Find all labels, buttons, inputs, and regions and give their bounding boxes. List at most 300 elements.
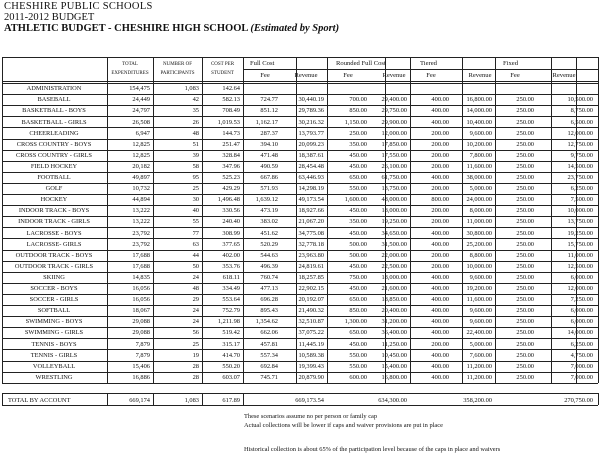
revenue-4: 6,250.00 [570,185,593,193]
revenue-3: 5,000.00 [469,340,492,348]
total-revenue-fixed: 270,750.00 [564,397,593,404]
fee-4: 250.00 [516,362,534,370]
revenue-3: 10,400.00 [466,118,492,126]
fee-4: 250.00 [516,251,534,259]
cost-per-student: 142.64 [222,85,240,93]
col-header-number: NUMBER OF [162,62,193,67]
revenue-1: 21,490.32 [298,307,324,315]
revenue-2: 61,750.00 [381,174,407,181]
fee-2: 650.00 [349,296,367,304]
fee-3: 400.00 [431,351,449,359]
sport-name: BASKETBALL - GIRLS [21,118,87,126]
participants: 77 [192,229,199,237]
fee-4: 250.00 [516,185,534,193]
fee-3: 200.00 [431,218,449,226]
fee-2: 1,600.00 [344,196,367,204]
total-expenditures: 17,688 [132,251,150,259]
participants: 35 [192,107,199,115]
total-expenditures: 13,222 [132,218,150,226]
cost-per-student: 402.00 [222,251,240,259]
total-revenue-full: 669,173.54 [295,397,324,404]
participants: 63 [192,240,199,248]
fee-1: 477.13 [260,285,278,292]
group-rounded-full-cost: Rounded Full Cost [336,60,386,67]
revenue-2: 18,000.00 [381,207,407,215]
footnote-1: These scenarios assume no per person or family cap [244,413,378,420]
fee-2: 550.00 [349,362,367,370]
fee-3: 800.00 [431,196,449,204]
total-col-line-3 [243,393,244,405]
fee-1: 471.48 [260,151,278,159]
fee-3: 400.00 [431,296,449,304]
fee-4: 250.00 [516,118,534,126]
revenue-3: 19,200.00 [466,285,492,292]
fee-3: 200.00 [431,162,449,170]
participants: 95 [192,174,199,181]
cost-per-student: 240.40 [222,218,240,226]
revenue-3: 8,000.00 [469,207,492,215]
revenue-1: 20,879.90 [298,373,324,381]
total-expenditures: 29,088 [132,318,150,326]
sport-name: SWIMMING - GIRLS [24,329,84,337]
participants: 30 [192,196,199,204]
fee-2: 550.00 [349,351,367,359]
org-name: CHESHIRE PUBLIC SCHOOLS [4,1,153,12]
fee-2: 550.00 [349,185,367,193]
revenue-2: 17,850.00 [381,140,407,148]
participants: 26 [192,118,199,126]
cost-per-student: 1,211.98 [217,318,240,326]
participants: 44 [192,251,199,259]
cost-per-student: 144.73 [222,129,240,137]
fee-4: 250.00 [516,351,534,359]
cost-per-student: 251.47 [222,140,240,148]
revenue-2: 26,100.00 [381,162,407,170]
total-expenditures: 154,475 [129,85,150,93]
column-line-4 [243,57,244,383]
revenue-1: 14,298.19 [298,185,324,193]
sport-name: LACROSSE- GIRLS [26,240,82,248]
fee-3: 400.00 [431,318,449,326]
total-revenue-rounded: 634,300.00 [378,397,407,404]
sport-name: TENNIS - GIRLS [30,351,78,359]
sport-name: SOCCER - BOYS [30,285,78,292]
revenue-1: 32,778.18 [298,240,324,248]
revenue-4: 12,000.00 [567,129,593,137]
total-expenditures: 10,732 [132,185,150,193]
sport-name: TENNIS - BOYS [31,340,77,348]
total-col-line-2 [202,393,203,405]
fee-1: 1,162.17 [255,118,278,126]
revenue-2: 18,850.00 [381,296,407,304]
fee-3: 400.00 [431,174,449,181]
fee-1: 571.93 [260,185,278,193]
fee-2: 1,300.00 [344,318,367,326]
fee-3: 400.00 [431,118,449,126]
total-expenditures: 13,222 [132,207,150,215]
cost-per-student: 353.76 [222,262,240,270]
fee-3: 400.00 [431,329,449,337]
cost-per-student: 550.20 [222,362,240,370]
total-expenditures: 12,825 [132,151,150,159]
fee-2: 700.00 [349,96,367,104]
cost-per-student: 752.79 [222,307,240,315]
fee-2: 1,150.00 [344,118,367,126]
col-header-student: STUDENT [211,71,234,76]
cost-per-student: 377.65 [222,240,240,248]
fee-1: 520.29 [260,240,278,248]
column-line-10 [495,57,496,383]
revenue-2: 19,250.00 [381,218,407,226]
fee-4: 250.00 [516,174,534,181]
fee-1: 696.28 [260,296,278,304]
fee-1: 895.43 [260,307,278,315]
participants: 1,083 [184,85,199,93]
revenue-1: 28,454.48 [298,162,324,170]
participants: 48 [192,129,199,137]
revenue-3: 16,800.00 [466,96,492,104]
fee-4: 250.00 [516,196,534,204]
revenue-3: 7,600.00 [469,351,492,359]
fee-4: 250.00 [516,329,534,337]
sport-name: SWIMMING - BOYS [25,318,83,326]
sport-name: ADMINISTRATION [26,85,82,93]
revenue-3: 11,000.00 [466,218,492,226]
fee-3: 200.00 [431,207,449,215]
fee-2: 250.00 [349,129,367,137]
revenue-4: 14,500.00 [567,162,593,170]
fee-1: 490.59 [260,162,278,170]
total-expenditures: 18,067 [132,307,150,315]
table-top-border [2,57,598,58]
participants: 39 [192,151,199,159]
fee-4: 250.00 [516,240,534,248]
revenue-1: 19,399.43 [298,362,324,370]
total-col-line-1 [153,393,154,405]
cost-per-student: 328.84 [222,151,240,159]
fee-4: 250.00 [516,307,534,315]
fee-2: 350.00 [349,140,367,148]
sport-name: CROSS COUNTRY - GIRLS [16,151,92,159]
participants: 19 [192,351,199,359]
col-header-cost: COST PER [210,62,235,67]
fee-1: 383.02 [260,218,278,226]
fee-4: 250.00 [516,262,534,270]
fee-4: 250.00 [516,96,534,104]
fee-1: 745.71 [260,373,278,381]
revenue-3: 25,200.00 [466,240,492,248]
revenue-4: 12,500.00 [567,262,593,270]
title-text: ATHLETIC BUDGET - CHESHIRE HIGH SCHOOL [4,23,248,34]
fee-3: 400.00 [431,229,449,237]
sport-name: OUTDOOR TRACK - BOYS [15,251,93,259]
total-expenditures: 24,449 [132,96,150,104]
sport-name: LACROSSE - BOYS [26,229,82,237]
sport-name: SKIING [43,273,65,281]
sport-name: FOOTBALL [37,174,71,181]
fee-1: 473.19 [260,207,278,215]
revenue-1: 30,440.19 [298,96,324,104]
revenue-2: 15,400.00 [381,362,407,370]
fee-2: 850.00 [349,307,367,315]
participants: 50 [192,262,199,270]
fee-4: 250.00 [516,162,534,170]
total-expenditures: 7,879 [135,340,150,348]
sport-name: HOCKEY [40,196,68,204]
cost-per-student: 618.11 [222,273,240,281]
revenue-3: 9,600.00 [469,318,492,326]
fee-2: 650.00 [349,174,367,181]
revenue-4: 11,000.00 [567,251,593,259]
fee-3: 400.00 [431,373,449,381]
revenue-4: 12,750.00 [567,140,593,148]
sub-fee-f3: Fee [426,72,436,79]
total-expenditures-sum: 669,174 [129,397,150,404]
revenue-3: 14,000.00 [466,107,492,115]
fee-3: 200.00 [431,151,449,159]
revenue-2: 13,750.00 [381,185,407,193]
revenue-1: 21,067.20 [298,218,324,226]
fee-4: 250.00 [516,151,534,159]
cost-per-student: 429.29 [222,185,240,193]
sub-revenue-r1: Revenue [294,72,318,79]
revenue-3: 10,200.00 [466,140,492,148]
revenue-2: 29,900.00 [381,118,407,126]
fee-4: 250.00 [516,318,534,326]
sub-fee-f2: Fee [343,72,353,79]
participants: 55 [192,218,199,226]
fee-2: 650.00 [349,329,367,337]
revenue-2: 34,650.00 [381,229,407,237]
revenue-3: 22,400.00 [466,329,492,337]
revenue-2: 20,400.00 [381,307,407,315]
revenue-1: 11,445.19 [298,340,324,348]
revenue-1: 23,963.80 [298,251,324,259]
column-line-1 [107,57,108,383]
cost-per-student: 1,496.48 [217,196,240,204]
revenue-1: 24,819.61 [298,262,324,270]
revenue-4: 6,000.00 [570,307,593,315]
total-expenditures: 23,792 [132,229,150,237]
fee-4: 250.00 [516,340,534,348]
fee-2: 450.00 [349,262,367,270]
title-subtitle: (Estimated by Sport) [250,23,340,34]
sport-name: CHEERLEADING [29,129,79,137]
sub-revenue-r3: Revenue [468,72,492,79]
fee-3: 400.00 [431,96,449,104]
total-expenditures: 17,688 [132,262,150,270]
column-line-8 [410,57,411,383]
participants: 40 [192,207,199,215]
revenue-1: 20,192.07 [298,296,324,304]
revenue-1: 34,775.08 [298,229,324,237]
total-cost-per-student: 617.89 [222,397,240,404]
total-expenditures: 23,792 [132,240,150,248]
cost-per-student: 708.49 [222,107,240,115]
fee-4: 250.00 [516,273,534,281]
revenue-4: 23,750.00 [567,174,593,181]
fee-4: 250.00 [516,218,534,226]
cost-per-student: 603.07 [222,373,240,381]
fee-1: 760.74 [260,273,278,281]
fee-3: 400.00 [431,240,449,248]
participants: 28 [192,362,199,370]
fee-3: 400.00 [431,362,449,370]
revenue-2: 18,000.00 [381,273,407,281]
participants: 28 [192,373,199,381]
revenue-1: 30,216.32 [298,118,324,126]
revenue-3: 8,800.00 [469,251,492,259]
total-row-bottom [2,405,598,406]
fee-1: 692.84 [260,362,278,370]
sport-name: GOLF [45,185,63,193]
revenue-1: 29,789.36 [298,107,324,115]
cost-per-student: 1,019.53 [217,118,240,126]
fee-3: 400.00 [431,107,449,115]
revenue-4: 10,500.00 [567,96,593,104]
total-expenditures: 29,088 [132,329,150,337]
total-participants: 1,083 [184,397,199,404]
fee-1: 557.34 [260,351,278,359]
fee-1: 724.77 [260,96,278,104]
group-fixed: Fixed [503,60,519,67]
column-line-3 [202,57,203,383]
revenue-4: 10,000.00 [567,207,593,215]
revenue-4: 14,000.00 [567,329,593,337]
cost-per-student: 347.96 [222,162,240,170]
revenue-2: 48,000.00 [381,196,407,204]
revenue-1: 22,902.15 [298,285,324,292]
fee-2: 500.00 [349,251,367,259]
fee-4: 250.00 [516,140,534,148]
sport-name: INDOOR TRACK - BOYS [18,207,90,215]
revenue-4: 15,750.00 [567,240,593,248]
fee-4: 250.00 [516,129,534,137]
sub-revenue-r2: Revenue [382,72,406,79]
cost-per-student: 334.49 [222,285,240,292]
fee-1: 851.12 [260,107,278,115]
fee-1: 1,639.12 [255,196,278,204]
column-line-13 [598,57,599,383]
revenue-2: 11,250.00 [381,340,407,348]
total-expenditures: 24,797 [132,107,150,115]
fee-1: 451.62 [260,229,278,237]
sport-name: INDOOR TRACK - GIRLS [18,218,90,226]
participants: 58 [192,162,199,170]
cost-per-student: 330.56 [222,207,240,215]
fee-2: 350.00 [349,218,367,226]
header-bottom-border [2,81,598,82]
sub-revenue-r4: Revenue [552,72,576,79]
col-header-participants: PARTICIPANTS [160,71,195,76]
sport-name: SOFTBALL [37,307,71,315]
cost-per-student: 582.13 [222,96,240,104]
fee-3: 400.00 [431,285,449,292]
revenue-2: 16,800.00 [381,373,407,381]
fee-4: 250.00 [516,207,534,215]
cost-per-student: 553.64 [222,296,240,304]
participants: 24 [192,273,199,281]
revenue-3: 24,000.00 [466,196,492,204]
revenue-2: 21,600.00 [381,285,407,292]
fee-1: 287.37 [260,129,278,137]
fee-2: 450.00 [349,340,367,348]
revenue-3: 9,600.00 [469,307,492,315]
sport-name: FIELD HOCKEY [30,162,78,170]
revenue-3: 5,000.00 [469,185,492,193]
revenue-2: 17,550.00 [381,151,407,159]
fee-2: 500.00 [349,240,367,248]
footnote-2: Actual collections will be lower if caps and waiver provisions are put in place [244,422,443,429]
total-expenditures: 6,947 [135,129,150,137]
fee-3: 200.00 [431,251,449,259]
total-left [2,393,3,405]
revenue-4: 7,500.00 [570,196,593,204]
fee-2: 850.00 [349,107,367,115]
sport-name: CROSS COUNTRY - BOYS [16,140,92,148]
revenue-4: 4,750.00 [570,351,593,359]
revenue-1: 49,173.54 [298,196,324,204]
revenue-4: 6,500.00 [570,118,593,126]
group-full-cost: Full Cost [250,60,275,67]
row-line [2,383,598,384]
revenue-2: 22,500.00 [381,262,407,270]
revenue-4: 7,000.00 [570,373,593,381]
col-header-expenditures: EXPENDITURES [111,71,149,76]
revenue-4: 19,250.00 [567,229,593,237]
total-row-top [2,393,598,394]
total-expenditures: 44,894 [132,196,150,204]
participants: 24 [192,307,199,315]
revenue-3: 9,600.00 [469,129,492,137]
fee-2: 750.00 [349,273,367,281]
revenue-3: 9,600.00 [469,273,492,281]
sub-fee-f1: Fee [260,72,270,79]
revenue-1: 18,257.85 [298,273,324,281]
revenue-2: 29,400.00 [381,96,407,104]
participants: 51 [192,140,199,148]
participants: 42 [192,96,199,104]
total-expenditures: 16,056 [132,296,150,304]
total-expenditures: 20,182 [132,162,150,170]
revenue-2: 12,000.00 [381,129,407,137]
column-line-2 [153,57,154,383]
fee-2: 600.00 [349,373,367,381]
participants: 56 [192,329,199,337]
fee-2: 450.00 [349,229,367,237]
fee-3: 200.00 [431,185,449,193]
fee-4: 250.00 [516,285,534,292]
fee-1: 667.86 [260,174,278,181]
revenue-1: 13,793.77 [298,129,324,137]
total-right [598,393,599,405]
revenue-3: 7,800.00 [469,151,492,159]
total-revenue-tiered: 358,200.00 [463,397,492,404]
col-header-total: TOTAL [122,62,138,67]
fee-2: 450.00 [349,207,367,215]
column-line-6 [327,57,328,383]
fee-2: 450.00 [349,285,367,292]
revenue-2: 31,500.00 [381,240,407,248]
footnote-3: Historical collection is about 65% of the participation level because of the caps in place and waivers [244,446,501,453]
fee-4: 250.00 [516,229,534,237]
group-tiered: Tiered [420,60,437,67]
total-expenditures: 7,879 [135,351,150,359]
revenue-1: 32,510.87 [298,318,324,326]
total-expenditures: 15,406 [132,362,150,370]
fee-4: 250.00 [516,107,534,115]
sport-name: SOCCER - GIRLS [29,296,79,304]
